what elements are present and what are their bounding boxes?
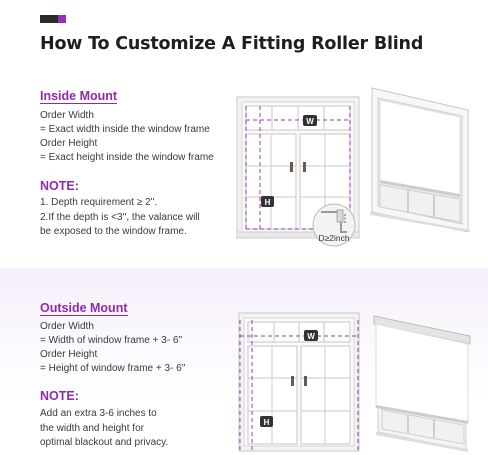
outside-note-heading: NOTE: <box>40 389 79 403</box>
outside-mount-window-illustration <box>238 312 360 454</box>
inside-note-heading: NOTE: <box>40 179 79 193</box>
inside-order-width-label: Order Width <box>40 110 94 121</box>
outside-mount-heading: Outside Mount <box>40 301 128 315</box>
brand-logo <box>40 15 66 23</box>
outside-width-badge: W <box>307 332 315 341</box>
outside-order-width-label: Order Width <box>40 321 94 332</box>
outside-note-2: the width and height for <box>40 423 144 434</box>
outside-order-width-value: = Width of window frame + 3- 6'' <box>40 335 183 346</box>
outside-height-badge: H <box>263 418 270 427</box>
inside-order-height-label: Order Height <box>40 138 98 149</box>
depth-label: D≥2inch <box>318 233 350 243</box>
inside-height-badge: H <box>264 198 271 207</box>
outside-mount-blind-render <box>372 312 472 452</box>
page-title: How To Customize A Fitting Roller Blind <box>40 34 424 54</box>
inside-width-badge: W <box>306 117 314 126</box>
outside-order-height-label: Order Height <box>40 349 98 360</box>
inside-order-width-value: = Exact width inside the window frame <box>40 124 210 135</box>
outside-note-3: optimal blackout and privacy. <box>40 437 169 448</box>
outside-order-height-value: = Height of window frame + 3- 6'' <box>40 363 186 374</box>
inside-order-height-value: = Exact height inside the window frame <box>40 152 214 163</box>
inside-note-1: 1. Depth requirement ≥ 2''. <box>40 197 158 208</box>
inside-note-2: 2.If the depth is <3'', the valance will <box>40 212 200 223</box>
inside-mount-heading: Inside Mount <box>40 89 118 103</box>
inside-note-3: be exposed to the window frame. <box>40 226 187 237</box>
inside-mount-blind-render <box>368 84 472 232</box>
depth-callout <box>311 202 357 258</box>
outside-note-1: Add an extra 3-6 inches to <box>40 408 157 419</box>
